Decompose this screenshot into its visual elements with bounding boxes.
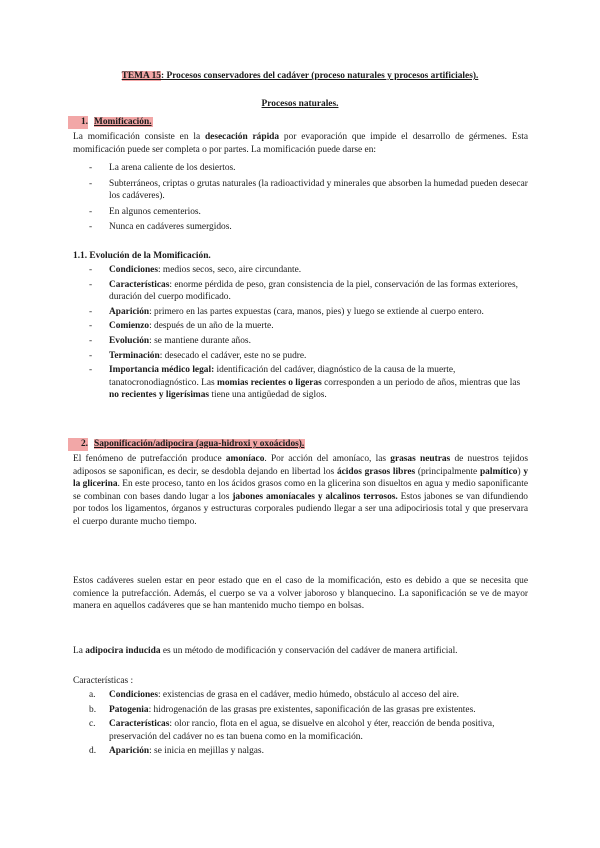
dash-marker: -	[89, 321, 93, 332]
section-2-heading	[68, 438, 305, 451]
text-run: : se inicia en mejillas y nalgas.	[149, 746, 264, 757]
list-item	[73, 162, 528, 175]
bold-text-run: Condiciones	[109, 690, 158, 700]
section-1-title: Momificación.	[94, 117, 152, 127]
bold-text-run: grasas neutras	[390, 454, 451, 464]
title-tema-label: TEMA 15	[121, 71, 161, 81]
list-item-text	[109, 351, 306, 361]
bold-text-run: y la glicerina	[73, 466, 528, 490]
text-run: La momificación consiste en la	[73, 132, 205, 142]
dash-marker: -	[89, 222, 93, 233]
dash-marker: -	[89, 163, 93, 173]
list-item	[73, 689, 528, 702]
text-run: : primero en las partes expuestas (cara, manos, pies) y luego se extiende al cuerpo entero.	[149, 306, 484, 317]
list-item-text: Subterráneos, criptas o grutas naturales (la radioactividad y minerales que absorben la humedad pueden desecar los cadáveres).	[109, 178, 528, 202]
text-run: de nuestros tejidos adiposos se saponifican, es decir, se desdobla dejando en libertad los	[73, 454, 528, 477]
list-item	[73, 335, 528, 348]
list-item-text	[109, 365, 520, 400]
dash-marker: -	[89, 365, 93, 376]
list-item-text	[109, 336, 251, 346]
text-run: : olor rancio, flota en el agua, se disuelve en alcohol y éter, reacción de benda positiva, preservación del cadáver no es tan buena como en la momificación.	[109, 719, 495, 742]
characteristics-list	[73, 689, 528, 758]
list-item-text	[109, 705, 476, 715]
dash-marker: -	[89, 350, 93, 361]
section-2-paragraph-2	[73, 575, 528, 613]
bold-text-run: Importancia médico legal:	[109, 365, 215, 376]
bold-text-run: momias recientes o ligeras	[217, 377, 322, 388]
bold-text-run: adipocira inducida	[85, 646, 161, 656]
text-run: : desecado el cadáver, este no se pudre.	[159, 350, 307, 361]
bold-text-run: palmítico	[479, 466, 518, 477]
list-marker: d.	[89, 746, 97, 757]
dash-marker: -	[89, 279, 93, 290]
list-item	[73, 718, 528, 743]
bold-text-run: ácidos grasos libres	[336, 466, 416, 477]
list-item	[73, 320, 528, 333]
bold-text-run: jabones amoníacales y alcalinos terrosos.	[232, 491, 398, 502]
bold-text-run: Aparición	[109, 306, 150, 317]
bold-text-run: Terminación	[109, 350, 160, 361]
list-marker: c.	[89, 719, 96, 730]
text-run: . En este proceso, tanto en los ácidos grasos como en la glicerina son disueltos en agua y medio saponificante se combinan con bases dando lugar a los	[73, 479, 528, 502]
list-item-text: En algunos cementerios.	[109, 206, 201, 217]
bold-text-run: amoníaco	[225, 454, 265, 464]
list-item-text: Nunca en cadáveres sumergidos.	[109, 222, 232, 233]
list-item	[73, 206, 528, 219]
list-marker: b.	[89, 704, 97, 715]
list-item-text	[109, 280, 518, 303]
text-run: : después de un año de la muerte.	[149, 321, 274, 332]
dash-marker: -	[89, 335, 93, 346]
text-run: : hidrogenación de las grasas pre existentes, saponificación de las grasas pre existentes.	[148, 704, 476, 715]
list-item-text	[109, 307, 484, 317]
bold-text-run: Comienzo	[109, 321, 150, 332]
list-item	[73, 364, 528, 402]
list-item-text	[109, 719, 494, 742]
list-item	[73, 178, 528, 203]
text-run: por evaporación que impide el desarrollo de gérmenes. Esta momificación puede ser completa o por partes. La momificación puede darse en:	[73, 132, 528, 155]
text-run: (principalmente	[415, 466, 480, 477]
bold-text-run: Evolución	[109, 335, 150, 346]
list-item	[73, 221, 528, 234]
bold-text-run: desecación rápida	[204, 132, 280, 142]
bold-text-run: Características	[109, 279, 170, 290]
section-1-intro	[73, 131, 528, 156]
list-marker: a.	[89, 690, 96, 700]
text-run: identificación del cadáver, diagnóstico de la causa de la muerte, tanatocronodiagnóstico. Las	[109, 365, 456, 388]
text-run: : medios secos, seco, aire circundante.	[157, 265, 302, 275]
list-item-text	[109, 746, 264, 756]
list-item-text	[109, 321, 274, 331]
list-item	[73, 306, 528, 319]
text-run: La	[73, 646, 86, 656]
text-run: tiene una antigüedad de siglos.	[209, 390, 327, 401]
momification-places-list	[73, 162, 528, 234]
evolution-list	[73, 264, 528, 402]
text-run: es un método de modificación y conservación del cadáver de manera artificial.	[160, 646, 458, 656]
list-item	[73, 279, 528, 304]
bold-text-run: Aparición	[109, 746, 150, 757]
dash-marker: -	[89, 265, 93, 275]
dash-marker: -	[89, 306, 93, 317]
text-run: : enorme pérdida de peso, gran consistencia de la piel, conservación de las formas exteriores, duración del cuerpo modificado.	[109, 279, 518, 303]
section-2-paragraph-1	[73, 453, 528, 529]
section-1-1-heading: 1.1. Evolución de la Momificación.	[73, 251, 211, 261]
characteristics-label: Características :	[73, 676, 134, 686]
list-item-text	[109, 690, 459, 700]
section-2-paragraph-3	[73, 645, 528, 658]
bold-text-run: Características	[109, 719, 170, 730]
section-2-number: 2.	[68, 438, 88, 451]
list-item-text: La arena caliente de los desiertos.	[109, 163, 236, 173]
bold-text-run: Condiciones	[109, 265, 158, 275]
text-run: . Por acción del amoníaco, las	[264, 454, 391, 464]
text-run: : existencias de grasa en el cadáver, medio húmedo, obstáculo al acceso del aire.	[157, 690, 460, 700]
list-item-text	[109, 265, 301, 275]
text-run: Estos cadáveres suelen estar en peor estado que en el caso de la momificación, esto es debido a que se necesita que comience la putrefacción. Además, el cuerpo se va a volver jaboroso y blanquecino. La saponificación se ve de mayor manera en aquellos cadáveres que se han mantenido mucho tiempo en bolsas.	[73, 576, 528, 612]
list-item	[73, 704, 528, 717]
list-item	[73, 350, 528, 363]
text-run: : se mantiene durante años.	[149, 335, 251, 346]
dash-marker: -	[89, 206, 93, 217]
text-run: El fenómeno de putrefacción produce	[73, 454, 226, 464]
title-text: : Procesos conservadores del cadáver (proceso naturales y procesos artificiales).	[161, 71, 479, 81]
text-run: Estos jabones se van difundiendo por todos los ligamentos, órganos y estructuras corporales pudiendo llegar a ser una adipociriosis total y que preservara el cuerpo durante mucho tiempo.	[73, 491, 528, 527]
section-2-title: Saponificación/adipocira (agua-hidroxi y oxoácidos).	[94, 439, 305, 449]
bold-text-run: Patogenia	[109, 704, 149, 715]
text-run: )	[517, 466, 524, 477]
section-1-number: 1.	[68, 116, 88, 129]
list-item	[73, 745, 528, 758]
text-run: corresponden a un periodo de años, mientras que las	[321, 377, 521, 388]
dash-marker: -	[89, 178, 93, 189]
list-item	[73, 264, 528, 277]
bold-text-run: no recientes y ligerísimas	[109, 390, 210, 401]
section-1-heading	[68, 116, 153, 129]
subtitle-procesos-naturales: Procesos naturales.	[261, 99, 339, 109]
document-title	[0, 70, 600, 83]
